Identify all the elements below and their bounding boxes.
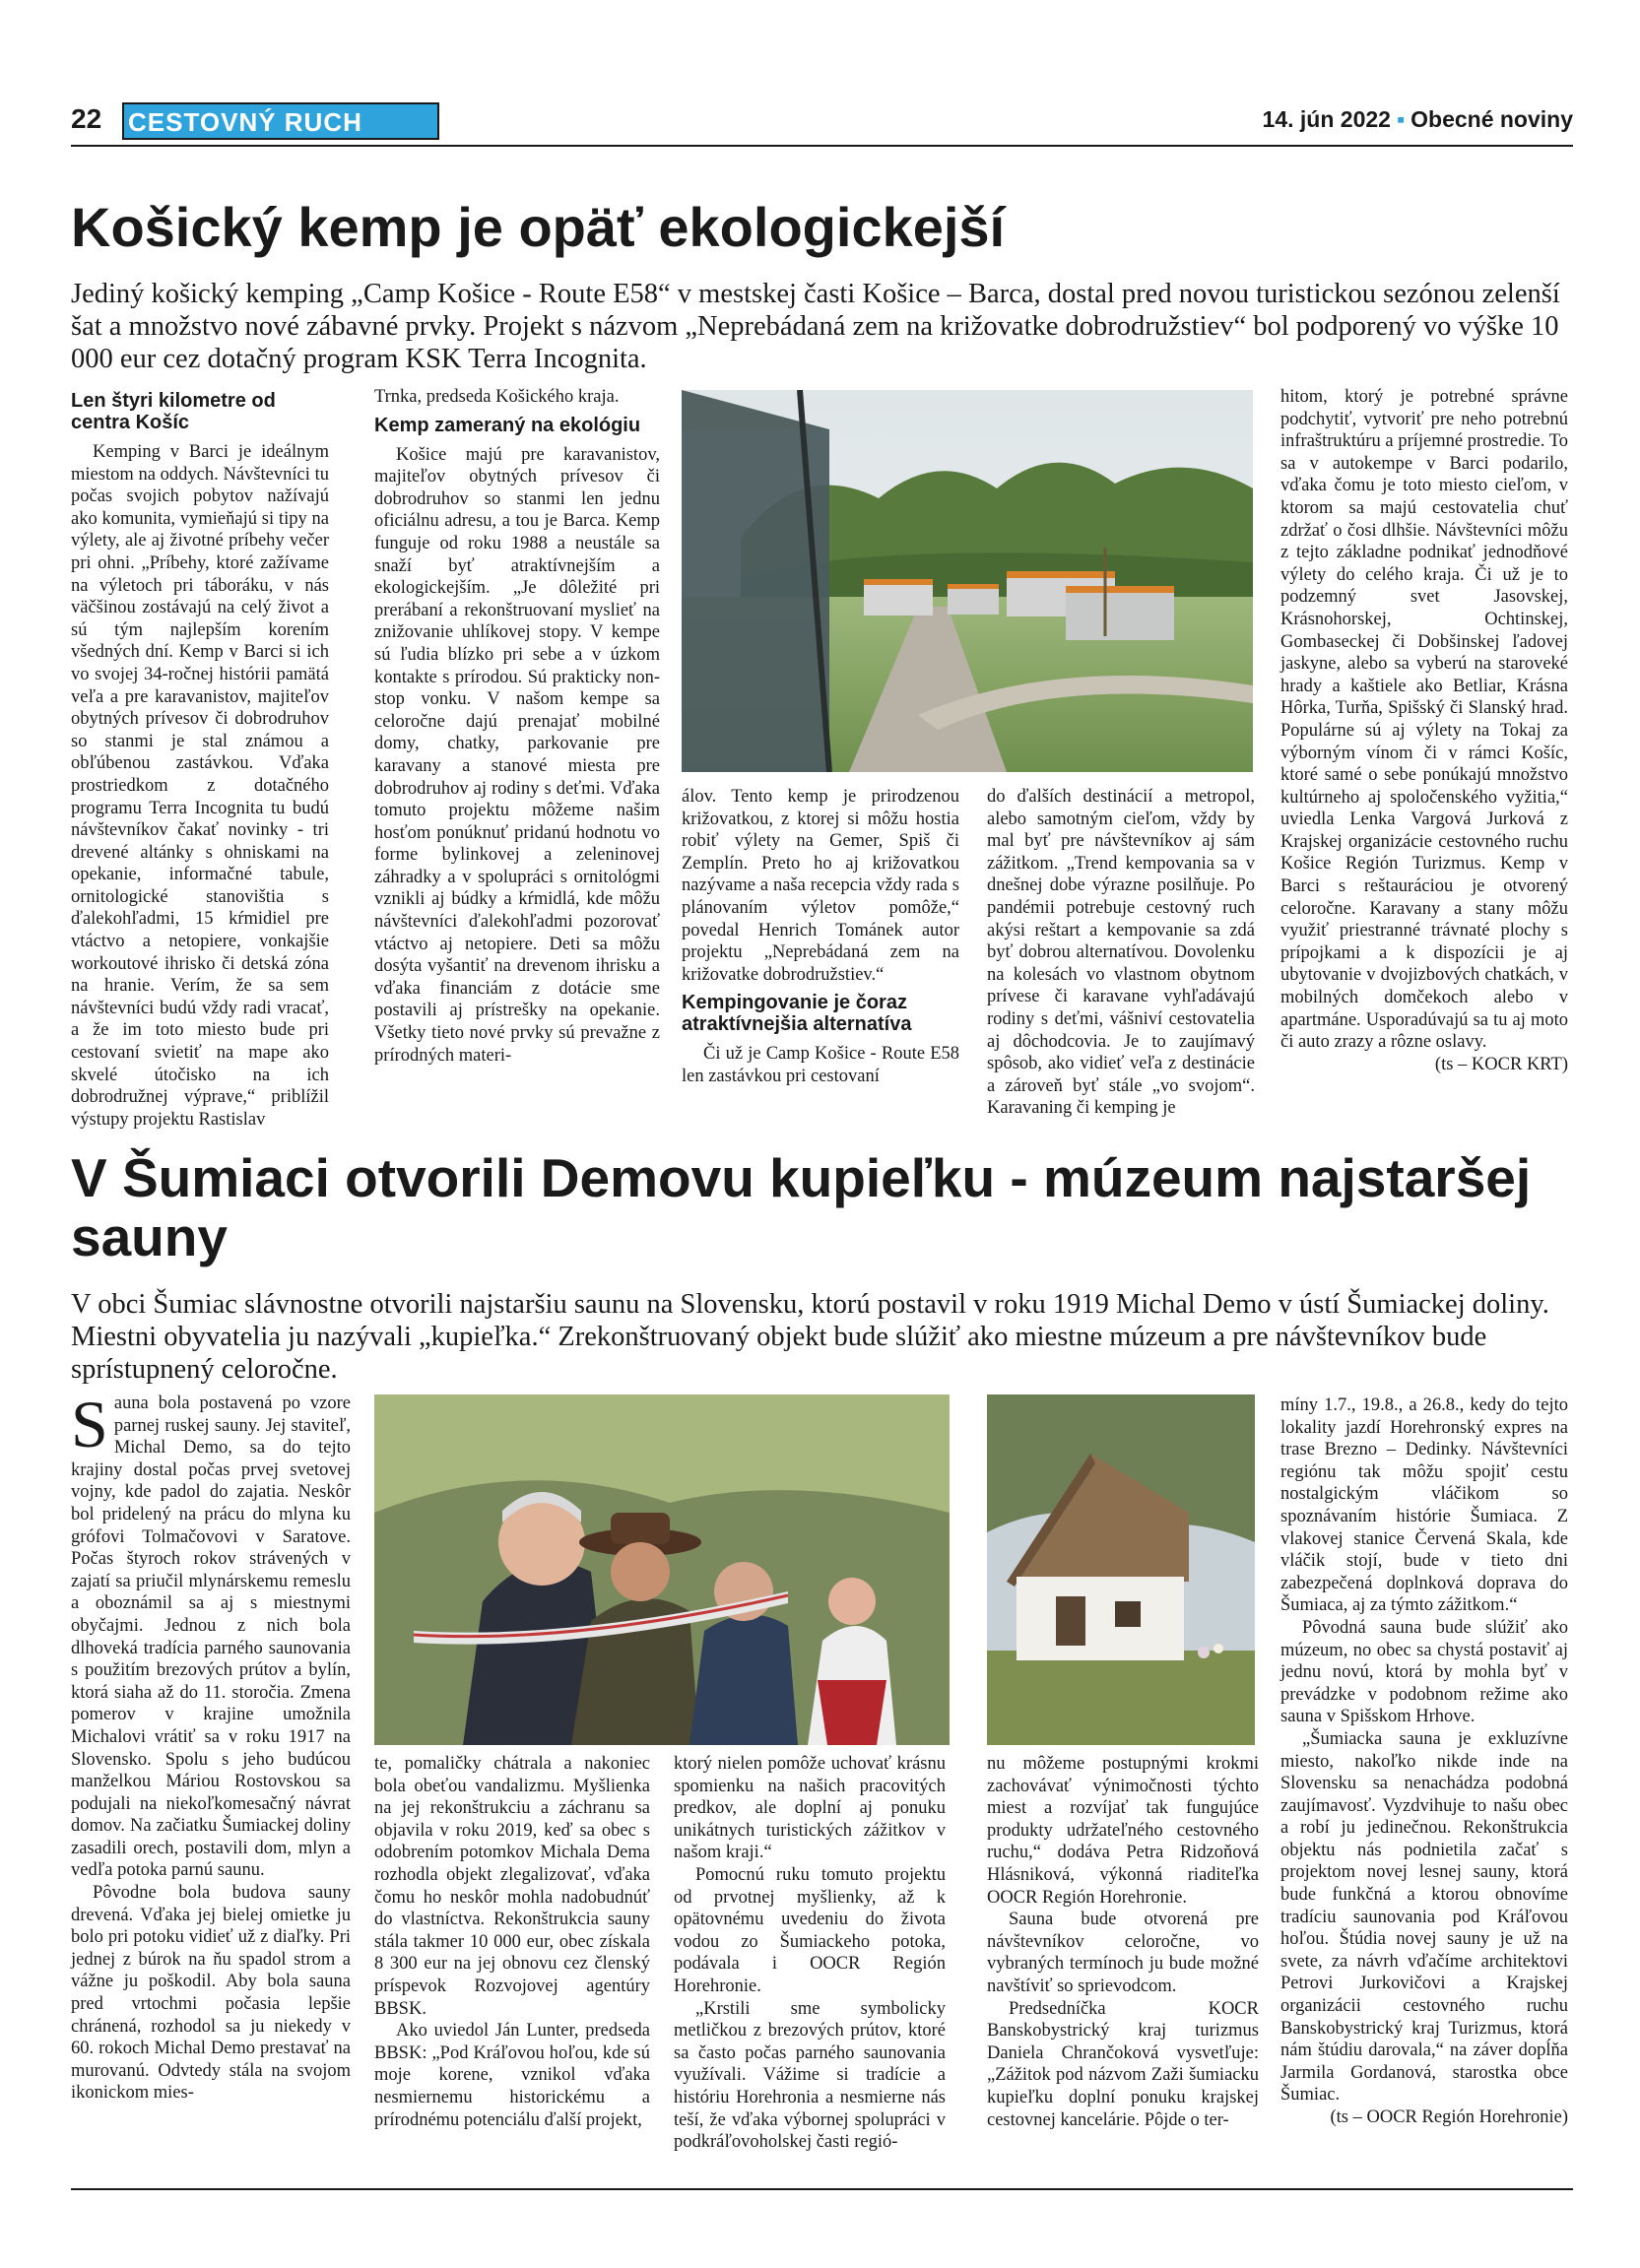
separator-dot: ▪ — [1396, 106, 1406, 132]
article2-col4-text-a: nu môžeme postupnými krokmi zachovávať výnimočnosti týchto miest a rozvíjať tak fungujúce produkty udržateľného cestovného ruchu,“ dodáva Petra Ridzoňová Hlásniková, výkonná riaditeľka OOCR Región Horehronie. — [987, 1754, 1259, 1908]
article1-col3-text-a: álov. Tento kemp je prirodzenou križovatkou, z ktorej si môžu hostia robiť výlety na Gemer, Spiš či Zemplín. Preto ho aj križovatkou nazývame a naša recepcia vždy rada s plánovaním výletov pomôže,“ povedal Henrich Tománek autor projektu „Neprebádaná zem na križovatke dobrodružstiev.“ — [682, 787, 959, 985]
article2-col2-text-a: te, pomaličky chátrala a nakoniec bola obeťou vandalizmu. Myšlienka na jej rekonštrukciu a záchranu sa objavila v roku 2019, keď sa obec s odobrením potomkov Michala Dema rozhodla objekt zlegalizovať, vďaka čomu ho neskôr mohla nadobudnúť do vlastníctva. Rekonštrukcia sauny stála takmer 10 000 eur, obec získala 8 300 eur na jej obnovu cez členský príspevok Rozvojovej agentúry BBSK. — [374, 1754, 650, 2019]
campsite-photo — [682, 390, 1253, 772]
article2-col3-text-c: „Krstili sme symbolicky metličkou z brezových prútov, ktoré sa často počas parného saunovania využívali. Vážime si tradície a históriu Horehronia a nesmierne nás teší, že vďaka výbornej spolupráci v podkráľovoholskej časti regió- — [674, 1998, 946, 2153]
article2-col5-text-a: míny 1.7., 19.8., a 26.8., kedy do tejto lokality jazdí Horehronský expres na trase Brezno – Dedinky. Návštevníci regiónu tak môžu spojiť cestu nostalgickým vláčikom so spoznávaním histórie Šumiaca. Z vlakovej stanice Červená Skala, kde vláčik stojí, bude v tieto dni zabezpečená doplnková doprava do Šumiaca, aj za týmto zážitkom.“ — [1280, 1395, 1568, 1616]
article2-col1-text-a-body: auna bola postavená po vzore parnej ruskej sauny. Jej staviteľ, Michal Demo, sa do tejto krajiny dostal počas prvej svetovej vojny, kde padol do zajatia. Neskôr bol pridelený na prácu do mlyna ku grófovi Tolmačovovi v Saratove. Počas štyroch rokov strávených v zajatí sa priučil mlynárskemu remeslu a oboznámil sa aj s miestnymi obyčajmi. Jednou z nich bola dlhoveká tradícia parného saunovania s použitím brezových prútov a bylín, ktorá siaha až do 11. storočia. Zmena pomerov v krajine umožnila Michalovi vrátiť sa v roku 1917 na Slovensko. Spolu s jeho budúcou manželkou Máriou Rostovskou sa podujali na niekoľkomesačný návrat domov. Na začiatku Šumiackej doliny zasadili orech, postavili dom, mlyn a vedľa potoka parnú saunu. — [71, 1393, 351, 1881]
article1-subheading-2: Kemp zameraný na ekológiu — [374, 414, 641, 436]
article1-col2-text-a: Trnka, predseda Košického kraja. — [374, 387, 620, 407]
article2-column-3 — [674, 1753, 946, 2154]
issue-date: 14. jún 2022 — [1262, 106, 1391, 132]
article1-col4-text: do ďalších destinácií a metropol, alebo samotným cieľom, vždy by mal byť pre návštevníkov aj sám zážitkom. „Trend kempovania sa v dnešnej dobe výrazne posilňuje. Po pandémii potrebuje cestovný ruch akýsi reštart a kempovanie sa zdá byť dobrou alternatívou. Dovolenku na kolesách vo vlastnom obytnom prívese či karavane vyhľadávajú rodiny s deťmi, vášniví cestovatelia aj dôchodcovia. Je to zaujímavý spôsob, ako vidieť veľa z destinácie a zároveň byť stále „vo svojom“. Karavaning či kemping je — [987, 787, 1255, 1119]
article2-col4-text-b: Sauna bude otvorená pre návštevníkov celoročne, vo vybraných termínoch ju bude možné navštíviť so sprievodcom. — [987, 1910, 1259, 1996]
article1-signature: (ts – KOCR KRT) — [1434, 1054, 1568, 1074]
article2-col3-text-a: ktorý nielen pomôže uchovať krásnu spomienku na našich pracovitých predkov, ale doplní aj ponuku unikátnych turistických zážitkov v našom kraji.“ — [674, 1754, 946, 1863]
page-number: 22 — [71, 103, 102, 134]
article2-col1-text-b: Pôvodne bola budova sauny drevená. Vďaka jej bielej omietke ju bolo pri potoku vidieť už z diaľky. Pri jednej z búrok na ňu spadol strom a vážne ju poškodil. Aby bola sauna pred vrtochmi počasia lepšie chránená, rozhodol sa ju niekedy v 60. rokoch Michal Demo prestavať na murovanú. Odvtedy stála na svojom ikonickom mies- — [71, 1883, 351, 2104]
campsite-illustration — [682, 390, 1253, 772]
article2-col1-text-a — [71, 1387, 351, 1882]
sauna-photo — [987, 1394, 1255, 1745]
article2-signature: (ts – OOCR Región Horehronie) — [1330, 2107, 1568, 2127]
bottom-rule — [71, 2188, 1573, 2190]
article1-column-2 — [374, 386, 660, 1067]
article2-column-4 — [987, 1753, 1259, 2131]
article1-column-5 — [1280, 386, 1568, 1075]
article2-col4-text-c: Predsedníčka KOCR Banskobystrický kraj turizmus Daniela Chrančoková vysvetľuje: „Zážitok pod názvom Zaži šumiacku kupieľku doplní ponuku krajskej cestovnej kancelárie. Pôjde o ter- — [987, 1998, 1259, 2130]
article1-col5-text: hitom, ktorý je potrebné správne podchytiť, vytvoriť pre neho potrebnú infraštruktúru a príjemné prostredie. To sa v autokempe v Barci podarilo, vďaka čomu je toto miesto cieľom, v ktorom sa majú cestovatelia chuť zdržať o čosi dlhšie. Návštevníci môžu z tejto základne podnikať jednodňové výlety do celého kraja. Či už je to podzemný svet Jasovskej, Krásnohorskej, Ochtinskej, Gombaseckej či Dobšinskej ľadovej jaskyne, alebo sa vyberú na staroveké hrady a kaštiele ako Betliar, Krásna Hôrka, Turňa, Spišský či Slanský hrad. Populárne sú aj výlety na Tokaj za výborným vínom či v rámci Košíc, ktoré samé o sebe ponúkajú množstvo kultúrneho aj spoločenského vyžitia,“ uviedla Lenka Vargová Jurková z Krajskej organizácie cestovného ruchu Košice Región Turizmus. Kemp v Barci s reštauráciou je otvorený celoročne. Karavany a stany môžu využiť priestranné trávnaté plochy s prípojkami a k dispozícii je aj ubytovanie v dvojizbových chatkách, v mobilných domčekoch alebo v apartmáne. Usporadúvajú sa tu aj moto či auto zrazy a rôzne oslavy. — [1280, 387, 1568, 1053]
article2-title: V Šumiaci otvorili Demovu kupieľku - múzeum najstaršej sauny — [71, 1147, 1532, 1267]
article2-col5-text-c: „Šumiacka sauna je exkluzívne miesto, nakoľko nikde inde na Slovensku sa nenachádza podobná zaujímavosť. Vyzdvihuje to našu obec a robí ju jedinečnou. Rekonštrukcia objektu nás podnietila začať s projektom novej lesnej sauny, ktorá bude funkčná a ktorou obnovíme tradíciu saunovania pod Kráľovou hoľou. Štúdia novej sauny je už na svete, za návrh vďačíme architektovi Petrovi Jurkovičovi a Krajskej organizácii cestovného ruchu Banskobystrický kraj Turizmus, ktorá nám štúdiu darovala,“ na záver dopĺňa Jarmila Gordanová, starostka obce Šumiac. — [1280, 1728, 1568, 2106]
drop-cap: S — [71, 1387, 108, 1461]
article2-col5-text-b: Pôvodná sauna bude slúžiť ako múzeum, no obec sa chystá postaviť aj jednu novú, ktorá by mohla byť v prevádzke v podobnom režime ako sauna v Spišskom Hrhove. — [1280, 1617, 1568, 1727]
ribbon-cutting-photo — [374, 1394, 950, 1745]
article1-col3-text-b: Či už je Camp Košice - Route E58 len zastávkou pri cestovaní — [682, 1044, 959, 1086]
article1-title: Košický kemp je opäť ekologickejší — [71, 196, 1006, 258]
article1-subheading-1: Len štyri kilometre od centra Košíc — [71, 390, 276, 433]
article2-col3-text-b: Pomocnú ruku tomuto projektu od prvotnej myšlienky, až k opätovnému uvedeniu do života vodou zo Šumiackeho potoka, podávala i OOCR Región Horehronie. — [674, 1864, 946, 1996]
header-date-publication — [1263, 106, 1573, 133]
article2-col2-text-b: Ako uviedol Ján Lunter, predseda BBSK: „Pod Kráľovou hoľou, kde sú moje korene, vznikol vďaka nesmiernemu historickému a prírodnému potenciálu ďalší projekt, — [374, 2021, 650, 2130]
article2-lead: V obci Šumiac slávnostne otvorili najstaršiu saunu na Slovensku, ktorú postavil v roku 1919 Michal Demo v ústí Šumiackej doliny. Miestni obyvatelia ju nazývali „kupieľka.“ Zrekonštruovaný objekt bude slúžiť ako miestne múzeum a pre návštevníkov bude sprístupnený celoročne. — [71, 1289, 1549, 1385]
ribbon-cutting-illustration — [374, 1394, 950, 1745]
article1-col1-text: Kemping v Barci je ideálnym miestom na oddych. Návštevníci tu počas svojich pobytov nažívajú ako komunita, vymieňajú si tipy na výlety, ale aj životné príbehy večer pri ohni. „Príbehy, ktoré zažívame na výletoch pri táboráku, v nás väčšinou zostávajú na celý život a sú tým najlepším korením všedných dní. Kemp v Barci si ich vo svojej 34-ročnej histórii pamätá veľa a pre karavanistov, majiteľov obytných prívesov či dobrodruhov so stanmi je stal známou a obľúbenou zastávkou. Vďaka prostriedkom z dotačného programu Terra Incognita tu budú návštevníkov čakať novinky - tri drevené altánky s ohniskami na opekanie, informačné tabule, ornitologické stanovištia s ďalekohľadmi, 15 kŕmidiel pre vtáctvo a netopiere, vonkajšie workoutové ihrisko či detská zóna na hranie. Verím, že sa sem návštevníci budú vždy radi vracať, a že im toto miesto bude pri cestovaní svietiť na mape ako skvelé útočisko na ich dobrodružnej výprave,“ priblížil výstupy projektu Rastislav — [71, 442, 329, 1130]
article1-subheading-3: Kempingovanie je čoraz atraktívnejšia alternatíva — [682, 992, 912, 1036]
article2-column-5 — [1280, 1394, 1568, 2129]
article1-column-4 — [987, 786, 1255, 1120]
article2-column-1 — [71, 1387, 351, 2105]
publication-name: Obecné noviny — [1410, 106, 1573, 132]
article2-column-2 — [374, 1753, 650, 2131]
article1-column-3 — [682, 786, 959, 1088]
article1-column-1 — [71, 384, 329, 1131]
sauna-illustration — [987, 1394, 1255, 1745]
article1-lead: Jediný košický kemping „Camp Košice - Route E58“ v mestskej časti Košice – Barca, dostal pred novou turistickou sezónou zelenší šat a množstvo nové zábavné prvky. Projekt s názvom „Neprebádaná zem na križovatke dobrodružstiev“ bol podporený vo výške 10 000 eur cez dotačný program KSK Terra Incognita. — [71, 279, 1560, 374]
header-rule — [71, 145, 1573, 147]
section-tag: CESTOVNÝ RUCH — [122, 102, 439, 140]
article1-col2-text-b: Košice majú pre karavanistov, majiteľov obytných prívesov či dobrodruhov so stanmi len jednu oficiálnu adresu, a tou je Barca. Kemp funguje od roku 1988 a neustále sa snaží byť atraktívnejším a ekologickejším. „Je dôležité pri prerábaní a rekonštruovaní myslieť na znižovanie uhlíkovej stopy. V kempe sú ľudia blízko pri sebe a v úzkom kontakte s prírodou. Sú prakticky non-stop vonku. V našom kempe sa celoročne dajú prenajať mobilné domy, chatky, parkovanie pre karavany a stanové miesta pre dobrodruhov aj rodiny s deťmi. Vďaka tomuto projektu môžeme našim hosťom ponúknuť pridanú hodnotu vo forme bylinkovej a zeleninovej záhradky a v spolupráci s ornitológmi vznikli aj búdky a kŕmidlá, kde môžu návštevníci ďalekohľadmi pozorovať vtáctvo aj netopiere. Deti sa môžu dosýta vyšantiť na drevenom ihrisku a vďaka financiám z dotácie sme postavili aj prístrešky na opekanie. Všetky tieto nové prvky sú prevažne z prírodných materi- — [374, 444, 660, 1066]
